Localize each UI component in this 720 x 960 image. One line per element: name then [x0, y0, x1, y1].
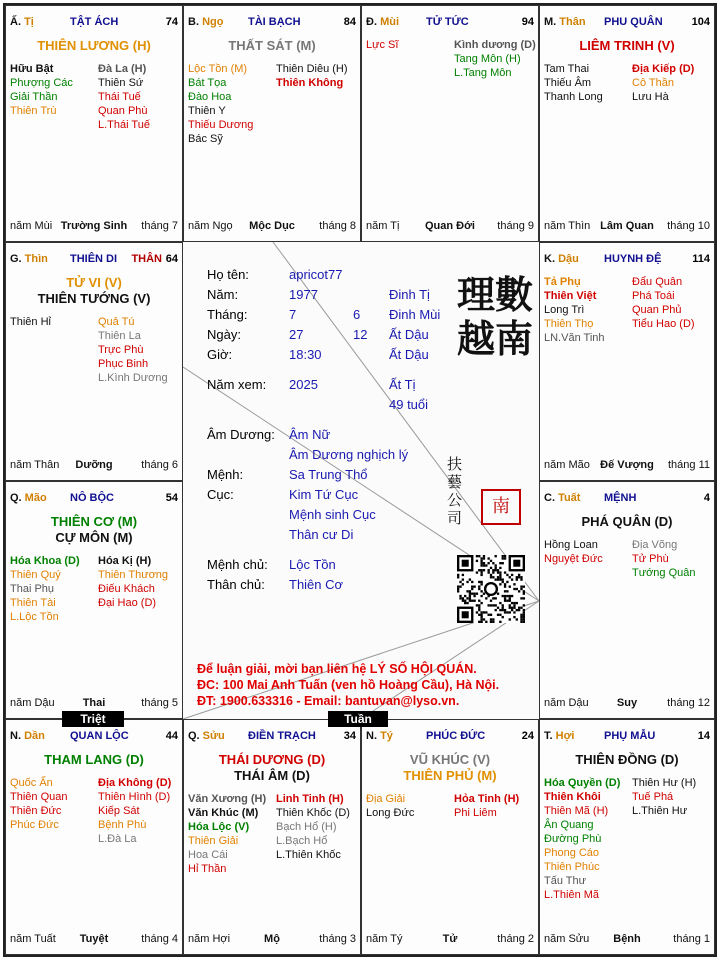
star: Kiếp Sát [98, 805, 140, 817]
palace-position: Q. Sửu [188, 730, 225, 742]
star: Thiên Hỉ [10, 316, 51, 328]
palace-tuat[interactable] [539, 481, 715, 719]
palace-name: TÀI BẠCH [248, 16, 301, 28]
info-label: Cục: [207, 487, 234, 502]
star: Đẩu Quân [632, 276, 683, 288]
star: Quốc Ấn [10, 777, 53, 789]
star: Hồng Loan [544, 539, 598, 551]
main-star: THAM LANG (D) [44, 752, 144, 767]
star: Trực Phù [98, 344, 144, 356]
palace-footer [366, 220, 534, 233]
main-star: TỬ VI (V) [66, 275, 122, 290]
star: Tiểu Hao (D) [632, 318, 695, 330]
star: Lực Sĩ [366, 39, 399, 51]
palace-age: 34 [343, 730, 356, 742]
star: Thiên Thương [98, 569, 169, 581]
stars-left [188, 792, 266, 876]
info-value-3: Ất Dậu [389, 347, 429, 362]
palace-year: năm Dậu [544, 697, 589, 709]
palace-month: tháng 7 [141, 220, 178, 232]
branch-name: Tý [380, 730, 393, 742]
star: L.Thiên Hư [632, 805, 688, 817]
palace-header [188, 16, 356, 30]
palace-age: 104 [691, 16, 710, 28]
main-star: THIÊN CƠ (M) [50, 514, 138, 529]
branch-name: Dậu [558, 253, 579, 265]
palace-name: QUAN LỘC [70, 730, 129, 742]
star: Hữu Bật [10, 63, 54, 75]
palace-age: 4 [703, 492, 710, 504]
star: L.Thiên Mã [544, 889, 600, 901]
palace-header [10, 492, 178, 506]
branch-name: Thân [559, 16, 586, 28]
main-star: CỰ MÔN (M) [55, 530, 133, 545]
info-value: Sa Trung Thổ [289, 467, 368, 482]
stars-right [98, 776, 171, 846]
stars-right [632, 62, 694, 104]
info-label: Tháng: [207, 307, 248, 322]
palace-stage: Suy [616, 697, 638, 709]
palace-stage: Bệnh [613, 933, 641, 945]
palace-footer [544, 697, 710, 710]
branch-name: Sửu [202, 730, 225, 742]
star: Tấu Thư [544, 875, 587, 887]
palace-header [10, 16, 178, 30]
info-value-3: Đinh Tị [389, 287, 430, 302]
palace-stage: Thai [82, 697, 106, 709]
palace-year: năm Dậu [10, 697, 55, 709]
palace-age: 14 [697, 730, 710, 742]
info-value: 18:30 [289, 347, 322, 362]
palace-year: năm Tị [366, 220, 400, 232]
info-value: Thân cư Di [289, 527, 354, 542]
info-value: Âm Nữ [289, 427, 331, 442]
contact-line-2: ĐC: 100 Mai Anh Tuấn (ven hồ Hoàng Cầu), Hà Nội. [197, 678, 500, 692]
stars-right [454, 38, 536, 80]
star: Đường Phù [544, 833, 602, 845]
stars-left [10, 315, 51, 329]
stars-left [366, 38, 398, 52]
palace-age: 24 [521, 730, 534, 742]
info-label: Mệnh chủ: [207, 557, 268, 572]
palace-year: năm Thân [10, 459, 60, 471]
star: Hóa Quyền (D) [544, 777, 621, 789]
info-label: Năm: [207, 287, 239, 302]
star: Hóa Kị (H) [98, 555, 152, 567]
palace-header [544, 253, 710, 267]
palace-age: 44 [165, 730, 178, 742]
palace-hoi[interactable] [539, 719, 715, 955]
palace-position: Ấ. Tị [10, 16, 34, 28]
star: Đào Hoa [188, 91, 232, 103]
star: Lưu Hà [632, 91, 669, 103]
palace-month: tháng 1 [673, 933, 710, 945]
palace-name: TỬ TỨC [426, 16, 469, 28]
star: Thiên Diêu (H) [276, 63, 348, 75]
star: Thai Phụ [10, 583, 55, 595]
star: L.Kình Dương [98, 372, 168, 384]
palace-thin[interactable] [5, 242, 183, 481]
star: Nguyệt Đức [544, 553, 603, 565]
star: Thiên Quý [10, 569, 61, 581]
star: Thiên Phúc [544, 861, 600, 873]
palace-name: MỆNH [604, 492, 637, 504]
palace-year: năm Sửu [544, 933, 590, 945]
main-star: THÁI ÂM (D) [234, 768, 310, 783]
stars-left [188, 62, 253, 146]
star: Thiên Không [276, 77, 344, 89]
palace-footer [10, 459, 178, 472]
palace-year: năm Mão [544, 459, 590, 471]
palace-stage: Quan Đới [425, 220, 475, 232]
info-value: Thiên Cơ [289, 577, 344, 592]
star: Thiên Mã (H) [544, 805, 609, 817]
stars-right [98, 315, 168, 385]
palace-name: THIÊN DI [70, 253, 118, 265]
tuan-tag: Tuần [328, 711, 388, 727]
palace-position: M. Thân [544, 16, 586, 28]
info-value: Mệnh sinh Cục [289, 507, 376, 522]
star: Kình dương (D) [454, 39, 536, 51]
stars-right [98, 62, 150, 132]
stars-left [544, 776, 620, 902]
star: Phục Binh [98, 358, 149, 370]
calligraphy-subtitle: 扶藝公司 [447, 455, 463, 527]
info-value-3: Đinh Mùi [389, 307, 441, 322]
palace-footer [10, 220, 178, 233]
star: Thiên Quan [10, 791, 68, 803]
star: Thiên Trù [10, 105, 57, 117]
palace-header [188, 730, 356, 744]
palace-footer [188, 933, 356, 946]
star: Hoa Cái [188, 849, 228, 861]
main-star: THẤT SÁT (M) [228, 38, 316, 53]
palace-year: năm Hợi [188, 933, 231, 945]
palace-position: B. Ngọ [188, 16, 224, 28]
star: Phi Liêm [454, 807, 497, 819]
star: Phá Toái [632, 290, 675, 302]
palace-header [544, 492, 710, 506]
star: Quả Tú [98, 316, 135, 328]
palace-position: G. Thìn [10, 253, 48, 265]
palace-stage: Mộc Dục [249, 220, 295, 232]
palace-footer [544, 459, 710, 472]
branch-name: Mùi [380, 16, 400, 28]
info-label: Ngày: [207, 327, 241, 342]
star: Quan Phù [98, 105, 148, 117]
star: Địa Giải [366, 793, 406, 805]
palace-position: Q. Mão [10, 492, 47, 504]
stars-left [544, 538, 603, 566]
star: Thiên Sứ [98, 77, 144, 89]
star: Đại Hao (D) [98, 597, 157, 609]
main-star: VŨ KHÚC (V) [409, 752, 491, 767]
red-seal: 南 [481, 489, 521, 525]
info-label: Âm Dương: [207, 427, 275, 442]
palace-year: năm Tuất [10, 933, 56, 945]
palace-ty2[interactable] [361, 719, 539, 955]
stars-right [632, 275, 695, 331]
palace-footer [10, 697, 178, 710]
star: Hóa Khoa (D) [10, 555, 80, 567]
star: Thiên Việt [544, 290, 597, 302]
info-value: 1977 [289, 287, 318, 302]
star: Cô Thần [632, 77, 674, 89]
stars-left [10, 62, 73, 118]
palace-month: tháng 4 [141, 933, 178, 945]
star: LN.Văn Tinh [544, 332, 605, 344]
palace-ty[interactable] [5, 5, 183, 242]
than-marker: THÂN [131, 253, 162, 265]
star: Bát Tọa [188, 77, 227, 89]
star: Tướng Quân [632, 567, 696, 579]
stars-right [454, 792, 519, 820]
stars-left [10, 776, 67, 832]
branch-name: Ngọ [202, 16, 224, 28]
stars-right [632, 538, 696, 580]
info-value: Kim Tứ Cục [289, 487, 359, 502]
palace-than[interactable] [539, 5, 715, 242]
info-value: Âm Dương nghịch lý [289, 447, 409, 462]
palace-stage: Trường Sinh [60, 220, 128, 232]
stars-left [10, 554, 80, 624]
main-star: PHÁ QUÂN (D) [581, 514, 673, 529]
star: Văn Khúc (M) [188, 807, 259, 819]
main-star: THIÊN TƯỚNG (V) [37, 291, 151, 306]
info-label: Họ tên: [207, 267, 249, 282]
palace-header [10, 253, 178, 267]
info-label: Năm xem: [207, 377, 267, 392]
palace-month: tháng 5 [141, 697, 178, 709]
calligraphy-logo: 理數越南 [456, 272, 533, 361]
star: Giải Thần [10, 91, 58, 103]
palace-stage: Tử [442, 933, 458, 945]
star: Thiên Y [188, 105, 226, 117]
branch-name: Hợi [555, 730, 575, 742]
star: Bạch Hổ (H) [276, 821, 337, 833]
star: Tuế Phá [632, 791, 674, 803]
palace-month: tháng 10 [667, 220, 710, 232]
palace-month: tháng 6 [141, 459, 178, 471]
star: Thiên Đức [10, 805, 62, 817]
star: Thanh Long [544, 91, 603, 103]
palace-year: năm Mùi [10, 220, 53, 232]
branch-name: Tị [24, 16, 34, 28]
info-value: 7 [289, 307, 297, 322]
qr-code-icon[interactable] [457, 555, 525, 623]
palace-header [544, 16, 710, 30]
center-info-panel [185, 243, 541, 719]
palace-month: tháng 12 [667, 697, 710, 709]
branch-name: Mão [24, 492, 47, 504]
palace-footer [544, 933, 710, 946]
contact-info [197, 661, 499, 709]
branch-name: Tuất [558, 492, 581, 504]
star: Thiếu Dương [188, 119, 254, 131]
palace-position: C. Tuất [544, 492, 581, 504]
main-star: THÁI DƯƠNG (D) [218, 752, 326, 767]
palace-footer [188, 220, 356, 233]
star: Địa Võng [632, 539, 678, 551]
star: Thiên Giải [188, 835, 239, 847]
info-value-3: Ất Tị [389, 377, 416, 392]
star: Bác Sỹ [188, 133, 223, 145]
palace-position: N. Dần [10, 730, 45, 742]
triet-tag: Triệt [62, 711, 124, 727]
star: Long Trì [544, 304, 585, 316]
stars-left [544, 275, 605, 345]
palace-stage: Mộ [264, 933, 280, 945]
palace-header [366, 730, 534, 744]
stars-right [276, 792, 350, 862]
palace-name: PHU QUÂN [604, 16, 663, 28]
info-value-2: 6 [353, 307, 361, 322]
star: Quan Phủ [632, 304, 682, 316]
star: Tam Thai [544, 63, 590, 75]
palace-position: Đ. Mùi [366, 16, 400, 28]
palace-month: tháng 11 [667, 459, 710, 471]
palace-ngo[interactable] [183, 5, 361, 242]
star: Phượng Các [10, 77, 73, 89]
star: Tang Môn (H) [454, 53, 521, 65]
palace-name: TẬT ÁCH [70, 16, 119, 28]
star: Đà La (H) [98, 63, 147, 75]
palace-month: tháng 2 [497, 933, 534, 945]
palace-stage: Dưỡng [75, 459, 113, 471]
main-star: THIÊN LƯƠNG (H) [37, 38, 151, 53]
star: Văn Xương (H) [188, 793, 267, 805]
star: Hỏa Tinh (H) [454, 793, 520, 805]
info-value: 2025 [289, 377, 318, 392]
info-value: apricot77 [289, 267, 343, 282]
palace-header [10, 730, 178, 744]
star: Thiên Hình (D) [98, 791, 171, 803]
palace-stage: Lâm Quan [600, 220, 654, 232]
palace-mao[interactable] [5, 481, 183, 719]
star: Thiên Thọ [544, 318, 594, 330]
star: Lộc Tồn (M) [188, 63, 248, 75]
info-value: 27 [289, 327, 304, 342]
info-value: Lộc Tồn [289, 557, 336, 572]
star: Phúc Đức [10, 819, 59, 831]
palace-footer [10, 933, 178, 946]
info-label: Giờ: [207, 347, 233, 362]
star: Thiên Hư (H) [632, 777, 697, 789]
star: Địa Không (D) [98, 777, 172, 789]
star: Thái Tuế [98, 91, 141, 103]
palace-name: HUYNH ĐỆ [604, 253, 662, 265]
palace-dan[interactable] [5, 719, 183, 955]
stars-left [366, 792, 414, 820]
star: Thiếu Âm [544, 77, 592, 89]
star: Thiên La [98, 330, 141, 342]
star: Điếu Khách [98, 583, 155, 595]
star: Linh Tinh (H) [276, 793, 344, 805]
palace-age: 54 [165, 492, 178, 504]
branch-name: Thìn [24, 253, 48, 265]
palace-age: 94 [521, 16, 534, 28]
stars-right [276, 62, 348, 90]
main-star: LIÊM TRINH (V) [579, 38, 675, 53]
star: L.Tang Môn [454, 67, 512, 79]
star: Thiên Tài [10, 597, 56, 609]
palace-stage: Đế Vượng [600, 459, 654, 471]
star: Ân Quang [544, 819, 594, 831]
palace-name: PHỤ MẪU [604, 730, 656, 742]
branch-name: Dần [24, 730, 45, 742]
palace-year: năm Tý [366, 933, 403, 945]
palace-footer [366, 933, 534, 946]
stars-right [632, 776, 696, 818]
palace-year: năm Thìn [544, 220, 591, 232]
info-value-3: 49 tuổi [389, 397, 429, 412]
star: Long Đức [366, 807, 415, 819]
palace-position: K. Dậu [544, 253, 579, 265]
palace-month: tháng 9 [497, 220, 534, 232]
palace-footer [544, 220, 710, 233]
info-label: Thân chủ: [207, 577, 265, 592]
main-star: THIÊN PHỦ (M) [403, 768, 497, 783]
star: Hỉ Thần [188, 863, 227, 875]
palace-position: N. Tý [366, 730, 393, 742]
palace-mui[interactable] [361, 5, 539, 242]
star: L.Lộc Tồn [10, 611, 59, 623]
star: Tả Phụ [544, 276, 581, 288]
info-value-3: Ất Dậu [389, 327, 429, 342]
star: L.Đà La [98, 833, 137, 845]
palace-header [544, 730, 710, 744]
contact-line-1: Để luận giải, mời bạn liên hệ LÝ SỐ HỘI QUÁN. [197, 662, 477, 676]
palace-dau[interactable] [539, 242, 715, 481]
palace-name: NÔ BỘC [70, 492, 114, 504]
palace-suu[interactable] [183, 719, 361, 955]
palace-age: 114 [692, 253, 710, 265]
palace-name: ĐIỀN TRẠCH [248, 730, 316, 742]
palace-position: T. Hợi [544, 730, 575, 742]
palace-month: tháng 8 [319, 220, 356, 232]
palace-header [366, 16, 534, 30]
star: Thiên Khôi [544, 791, 601, 803]
star: L.Thiên Khốc [276, 849, 341, 861]
star: L.Thái Tuế [98, 119, 150, 131]
contact-line-3: ĐT: 1900.633316 - Email: bantuvan@lyso.vn. [197, 694, 460, 708]
star: Hóa Lộc (V) [188, 821, 250, 833]
star: L.Bạch Hổ [276, 835, 328, 847]
palace-age: 74 [165, 16, 178, 28]
palace-year: năm Ngọ [188, 220, 233, 232]
star: Phong Cáo [544, 847, 600, 859]
palace-age: 64 [165, 253, 178, 265]
stars-right [98, 554, 168, 610]
star: Bệnh Phù [98, 819, 147, 831]
main-star: THIÊN ĐỒNG (D) [575, 752, 679, 767]
palace-month: tháng 3 [319, 933, 356, 945]
palace-age: 84 [343, 16, 356, 28]
palace-name: PHÚC ĐỨC [426, 730, 486, 742]
star: Địa Kiếp (D) [632, 63, 695, 75]
star: Tử Phù [632, 553, 669, 565]
info-value-2: 12 [353, 327, 368, 342]
palace-stage: Tuyệt [79, 933, 109, 945]
stars-left [544, 62, 603, 104]
info-label: Mệnh: [207, 467, 244, 482]
star: Thiên Khốc (D) [276, 807, 350, 819]
horoscope-chart [3, 3, 717, 957]
